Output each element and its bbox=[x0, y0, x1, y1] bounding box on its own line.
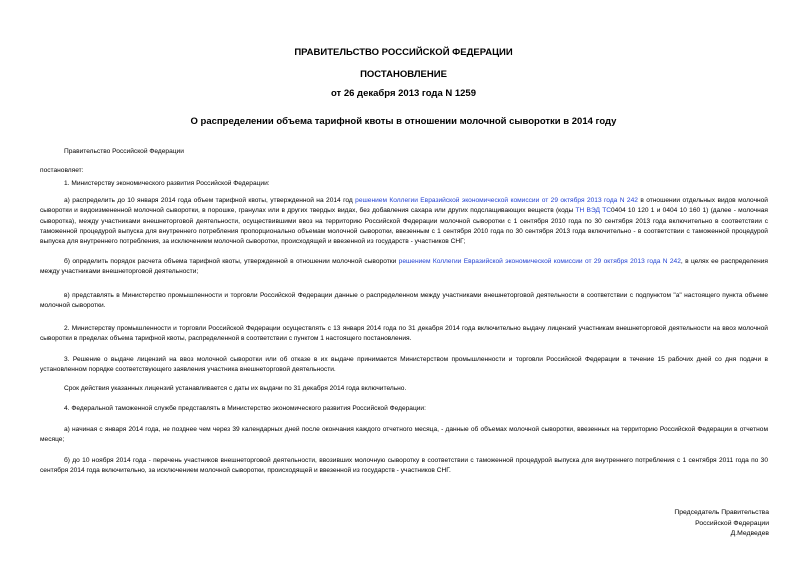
header-date-number: от 26 декабря 2013 года N 1259 bbox=[330, 88, 476, 99]
paragraph-4: 4. Федеральной таможенной службе представлять в Министерство экономического развития Российской Федерации: bbox=[64, 405, 426, 412]
document-title: О распределении объема тарифной квоты в отношении молочной сыворотки в 2014 году bbox=[190, 116, 617, 127]
ruling-link-1[interactable]: решением Коллегии Евразийской экономической комиссии от 29 октября 2013 года N 242 bbox=[355, 197, 638, 204]
paragraph-3: 3. Решение о выдаче лицензий на ввоз молочной сыворотки или об отказе в их выдаче принимается Министерством промышленности и торговли Российской Федерации в течение 15 рабочих дней со дня подачи в установленном порядке соответствующего заявления участника внешнеторговой деятельности. bbox=[40, 356, 768, 374]
signature-block bbox=[674, 508, 769, 540]
signature-name: Д.Медведев bbox=[730, 530, 769, 537]
paragraph-1a bbox=[40, 196, 768, 247]
paragraph-1: 1. Министерству экономического развития Российской Федерации: bbox=[64, 180, 270, 187]
tn-ved-link[interactable]: ТН ВЭД ТС bbox=[575, 207, 611, 215]
paragraph-4a: а) начиная с января 2014 года, не позднее чем через 39 календарных дней после окончания каждого отчетного месяца, - данные об объемах молочной сыворотки, ввезенных на территорию Российской Федерации в отчетном месяце; bbox=[40, 426, 768, 444]
paragraph-1a-text2: в отношении отдельных видов молочной сыворотки и видоизмененной молочной сыворотки, в порошке, гранулах или в других твердых видах, без добавления сахара или других подслащивающих веществ (коды bbox=[40, 197, 768, 215]
signature-position-line2: Российской Федерации bbox=[695, 519, 769, 527]
header-org: ПРАВИТЕЛЬСТВО РОССИЙСКОЙ ФЕДЕРАЦИИ bbox=[294, 47, 513, 58]
signature-position-line1: Председатель Правительства bbox=[674, 509, 769, 516]
intro-text: Правительство Российской Федерации bbox=[64, 148, 184, 155]
paragraph-1b-text2: , в целях ее распределения между участниками внешнеторговой деятельности; bbox=[40, 258, 768, 276]
paragraph-4b: б) до 10 ноября 2014 года - перечень участников внешнеторговой деятельности, ввозивших молочную сыворотку в соответствии с таможенной процедурой выпуска для внутреннего потребления с 1 сентября 2011 года по 30 сентября 2014 года включительно, за исключением молочной сыворотки, происходящей и ввезенной из государств - участников СНГ. bbox=[40, 457, 768, 475]
paragraph-2: 2. Министерству промышленности и торговли Российской Федерации осуществлять с 13 января 2014 года по 31 декабря 2014 года включительно выдачу лицензий участникам внешнеторговой деятельности на ввоз молочной сыворотки в пределах объема тарифной квоты, распределенной в соответствии с пунктом 1 настоящего постановления. bbox=[40, 325, 768, 343]
decree-word: постановляет: bbox=[40, 167, 84, 174]
paragraph-1c: в) представлять в Министерство промышленности и торговли Российской Федерации данные о распределенном между участниками внешнеторговой деятельности в соответствии с подпунктом "а" настоящего пункта объеме молочной сыворотки. bbox=[40, 292, 768, 310]
ruling-link-2[interactable]: решением Коллегии Евразийской экономической комиссии от 29 октября 2013 года N 242 bbox=[398, 258, 681, 265]
paragraph-1b-text1: б) определить порядок расчета объема тарифной квоты, утвержденной в отношении молочной сыворотки bbox=[64, 258, 399, 265]
header-doc-type: ПОСТАНОВЛЕНИЕ bbox=[360, 69, 447, 80]
paragraph-1a-text3: 0404 10 120 1 и 0404 10 160 1) (далее - молочная сыворотка), между участниками внешнеторговой деятельности, осуществившими ввоз на территорию Российской Федерации молочной сыворотки с 1 сентября 2010 года по 30 сентября 2013 года включительно в соответствии с таможенной процедурой выпуска для внутреннего потребления пропорционально объемам молочной сыворотки, ввезенным с 1 сентября 2010 года по 30 сентября 2013 года включительно - в соответствии с таможенной процедурой выпуска для внутреннего потребления, за исключением молочной сыворотки, происходящей и ввезенной из государств - участников СНГ; bbox=[40, 207, 768, 246]
paragraph-1b bbox=[40, 257, 768, 278]
license-term: Срок действия указанных лицензий устанавливается с даты их выдачи по 31 декабря 2014 года включительно. bbox=[64, 385, 407, 392]
paragraph-1a-text1: а) распределить до 10 января 2014 года объем тарифной квоты, утвержденной на 2014 год bbox=[64, 197, 356, 204]
